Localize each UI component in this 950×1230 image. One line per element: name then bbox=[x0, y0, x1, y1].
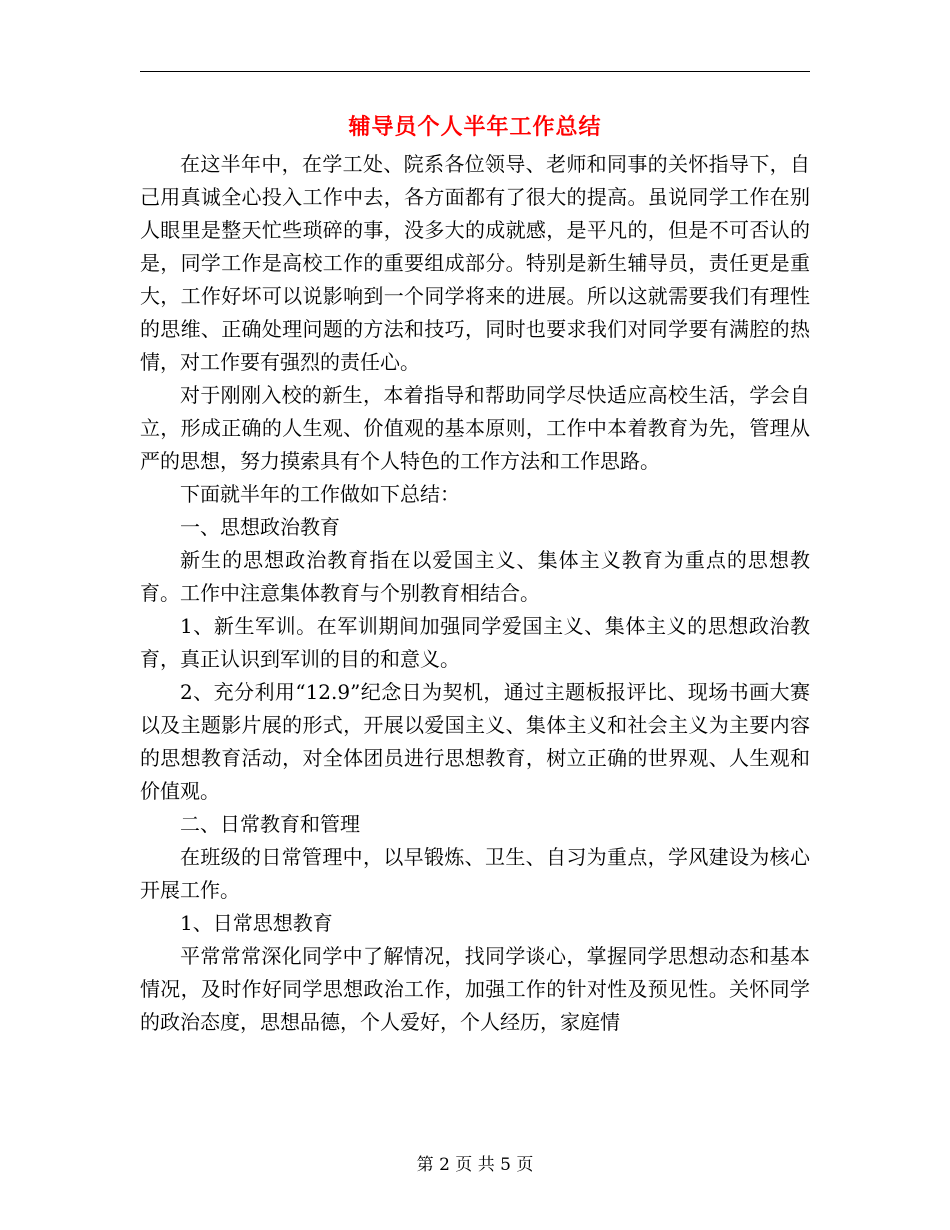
header-rule bbox=[140, 71, 810, 72]
page-number: 第 2 页 共 5 页 bbox=[416, 1155, 534, 1175]
list-item-military-training: 1、新生军训。在军训期间加强同学爱国主义、集体主义的思想政治教育，真正认识到军训的目的和意义。 bbox=[140, 614, 810, 671]
subsection-heading-daily-education: 1、日常思想教育 bbox=[180, 911, 333, 935]
document-body bbox=[140, 148, 810, 1039]
paragraph-daily-education: 平常常常深化同学中了解情况，找同学谈心，掌握同学思想动态和基本情况，及时作好同学思想政治工作，加强工作的针对性及预见性。关怀同学的政治态度，思想品德，个人爱好，个人经历，家庭情 bbox=[140, 944, 810, 1034]
section-heading-ideology: 一、思想政治教育 bbox=[180, 515, 340, 539]
paragraph-ideology: 新生的思想政治教育指在以爱国主义、集体主义教育为重点的思想教育。工作中注意集体教育与个别教育相结合。 bbox=[140, 548, 810, 605]
paragraph-daily-management: 在班级的日常管理中，以早锻炼、卫生、自习为重点，学风建设为核心开展工作。 bbox=[140, 845, 810, 902]
paragraph-intro: 在这半年中，在学工处、院系各位领导、老师和同事的关怀指导下，自己用真诚全心投入工作中去，各方面都有了很大的提高。虽说同学工作在别人眼里是整天忙些琐碎的事，没多大的成就感，是平凡的，但是不可否认的是，同学工作是高校工作的重要组成部分。特别是新生辅导员，责任更是重大，工作好坏可以说影响到一个同学将来的进展。所以这就需要我们有理性的思维、正确处理问题的方法和技巧，同时也要求我们对同学要有满腔的热情，对工作要有强烈的责任心。 bbox=[140, 152, 810, 374]
section-heading-daily-management: 二、日常教育和管理 bbox=[180, 812, 360, 836]
paragraph-summary-lead: 下面就半年的工作做如下总结： bbox=[180, 482, 460, 506]
list-item-129-commemoration: 2、充分利用“12.9”纪念日为契机，通过主题板报评比、现场书画大赛以及主题影片展的形式，开展以爱国主义、集体主义和社会主义为主要内容的思想教育活动，对全体团员进行思想教育，树立正确的世界观、人生观和价值观。 bbox=[140, 680, 810, 803]
document-title: 辅导员个人半年工作总结 bbox=[348, 114, 602, 140]
paragraph-principles: 对于刚刚入校的新生，本着指导和帮助同学尽快适应高校生活，学会自立，形成正确的人生观、价值观的基本原则，工作中本着教育为先，管理从严的思想，努力摸索具有个人特色的工作方法和工作思路。 bbox=[140, 383, 810, 473]
